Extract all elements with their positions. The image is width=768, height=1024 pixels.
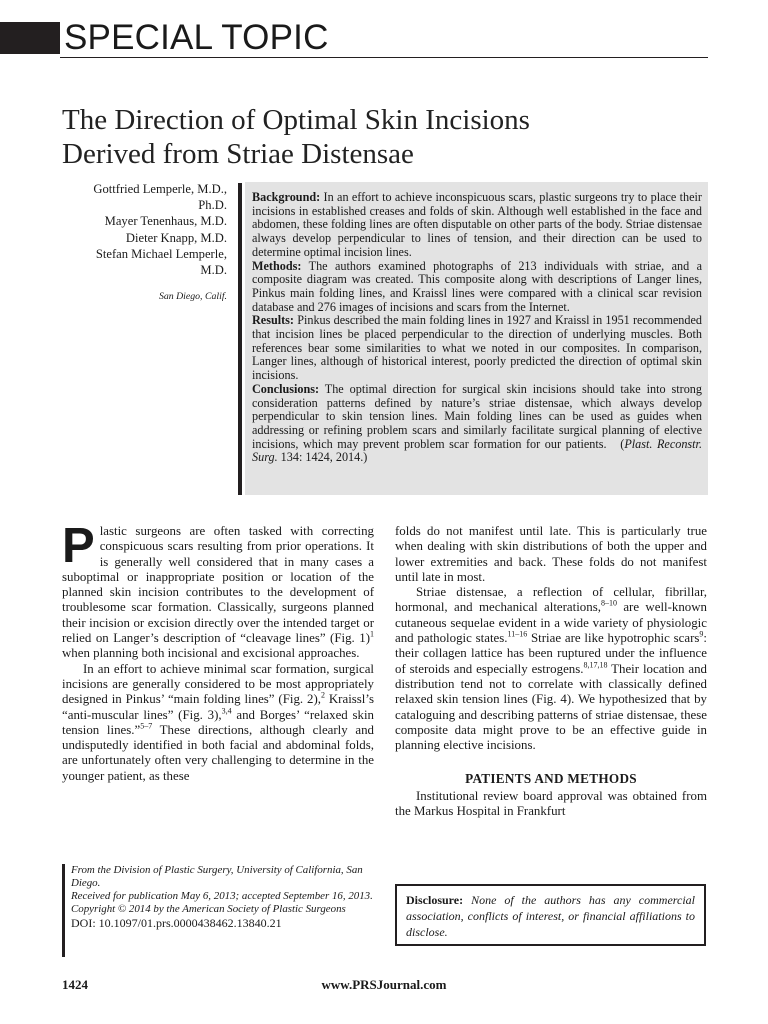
body-text: Their location and distribution tend not to correlate with classically defined relaxed skin tension lines (Fig. 4). We hypothesized that by cataloguing and describing patterns of striae distensae, these composite data might prove to be an effective guide in planning elective incisions. <box>395 661 707 753</box>
body-text: and Borges’ “relaxed skin tension lines.” <box>62 707 374 737</box>
section-heading: PATIENTS AND METHODS <box>465 771 637 787</box>
body-text: In an effort to achieve minimal scar formation, surgical incisions are generally considered to be most appropriately designed in Pinkus’ “main folding lines” (Fig. 2), <box>62 661 374 707</box>
drop-cap: P <box>62 519 95 573</box>
body-text: These directions, although clearly and undisputedly identified in both facial and abdominal folds, are unfortunately often very challenging to determine in the younger patient, as these <box>62 722 374 783</box>
affiliation-copyright: Copyright © 2014 by the American Society of Plastic Surgeons <box>71 902 346 915</box>
body-text: Striae are like hypotrophic scars <box>527 631 700 646</box>
affiliation-note <box>71 864 376 930</box>
author-line: M.D. <box>200 263 227 278</box>
abstract-conclusions <box>252 383 702 465</box>
conclusions-text: The optimal direction for surgical skin incisions should take into strong consideration patterns defined by nature’s striae distensae, which always develop perpendicular to skin tension lines. Main folding lines can be used as guides when addressing or refining problem scars and similarly facilitate surgical planning of elective incisions, which may prevent problem scar formation for our patients. <box>252 381 702 451</box>
title-line-2: Derived from Striae Distensae <box>62 138 414 170</box>
body-text: are well-known cutaneous sequelae evident in a wide variety of physiologic and pathologic states. <box>395 600 707 646</box>
body-text: Striae distensae, a reflection of cellular, fibrillar, hormonal, and mechanical alterations, <box>395 585 707 615</box>
citation-sup: 2 <box>320 690 325 700</box>
conclusions-label: Conclusions: <box>252 381 320 396</box>
methods-text: The authors examined photographs of 213 individuals with striae, and a composite diagram was created. This composite along with descriptions of Langer lines, Pinkus main folding lines, and Kraissl lines were compared with a clinical scar revision database and 276 images of incisions and scars from the Internet. <box>252 258 702 314</box>
affiliation-rule <box>62 864 65 957</box>
body-column-left <box>62 519 374 784</box>
background-text: In an effort to achieve inconspicuous scars, plastic surgeons try to place their incisions in established creases and folds of skin. Although well established in the face and abdomen, these folding lines are often disputable on other parts of the body. Striae distensae always develop perpendicular to lines of tension, and their direction can be used to determine optimal incision lines. <box>252 190 702 259</box>
citation-rest: 134: 1424, 2014.) <box>277 450 368 465</box>
disclosure-box <box>395 884 706 946</box>
citation-sup: 8,17,18 <box>583 660 608 670</box>
body-paragraph: folds do not manifest until late. This is particularly true when dealing with skin distributions of both the upper and lower extremities and back. These folds do not manifest until late in most. <box>395 524 707 584</box>
results-label: Results: <box>252 313 294 328</box>
citation-journal: Plast. Reconstr. Surg. <box>252 436 702 465</box>
title-line-1: The Direction of Optimal Skin Incisions <box>62 104 530 136</box>
citation-sup: 5–7 <box>140 721 153 731</box>
author-line: Stefan Michael Lemperle, <box>95 246 227 261</box>
abstract-box <box>245 182 708 495</box>
body-column-right <box>395 524 707 819</box>
abstract-methods <box>252 260 702 315</box>
body-text: Kraissl’s “anti-muscular lines” (Fig. 3), <box>62 692 374 722</box>
affiliation-from: From the Division of Plastic Surgery, University of California, San Diego. <box>71 864 363 889</box>
page-number: 1424 <box>62 977 88 992</box>
header-rule <box>60 57 708 58</box>
body-text: lastic surgeons are often tasked with correcting conspicuous scars resulting from prior operations. It is generally well considered that in many cases a suboptimal or inappropriate position or location of the planned skin incision contributes to the development of troublesome scar formation. Classically, surgeons planned their incision or excision directly over the intended target or relied on Langer’s description of “cleavage lines” (Fig. 1) <box>62 524 374 646</box>
author-line: Dieter Knapp, M.D. <box>125 230 227 245</box>
disclosure-label: Disclosure: <box>406 893 464 907</box>
section-label: SPECIAL TOPIC <box>64 18 329 57</box>
author-line: Mayer Tenenhaus, M.D. <box>104 214 227 229</box>
article-title <box>62 103 702 171</box>
background-label: Background: <box>252 190 321 204</box>
citation-sup: 9 <box>699 629 704 639</box>
citation-open: ( <box>620 436 625 451</box>
affiliation-received: Received for publication May 6, 2013; accepted September 16, 2013. <box>71 889 373 902</box>
body-paragraph: Institutional review board approval was obtained from the Markus Hospital in Frankfurt <box>395 788 707 819</box>
section-bar <box>0 22 60 54</box>
author-line: Gottfried Lemperle, M.D., <box>93 182 227 196</box>
body-paragraph <box>395 585 707 753</box>
author-list <box>62 181 227 305</box>
citation-sup: 3,4 <box>221 706 232 716</box>
body-paragraph <box>62 519 374 662</box>
author-location: San Diego, Calif. <box>158 291 227 303</box>
abstract-rule <box>238 183 242 495</box>
journal-url: www.PRSJournal.com <box>321 977 447 992</box>
methods-label: Methods: <box>252 258 302 273</box>
body-text: when planning both incisional and excisional approaches. <box>62 646 360 661</box>
citation-sup: 1 <box>370 629 374 639</box>
disclosure-text: None of the authors has any commercial association, conflicts of interest, or financial affiliations to disclose. <box>406 893 695 939</box>
abstract-background <box>252 191 702 260</box>
abstract-results <box>252 314 702 383</box>
citation-sup: 11–16 <box>507 629 528 639</box>
doi-text: DOI: 10.1097/01.prs.0000438462.13840.21 <box>71 915 282 930</box>
body-paragraph <box>62 662 374 784</box>
results-text: Pinkus described the main folding lines in 1927 and Kraissl in 1951 recommended that incision lines be placed perpendicular to the direction of underlying muscles. Both references bear some similarities to what we noted in our composites. In comparison, Langer lines, although of historical interest, poorly predicted the direction of optimal skin incisions. <box>252 313 702 383</box>
author-line: Ph.D. <box>198 198 227 213</box>
citation-sup: 8–10 <box>600 599 617 609</box>
body-text: : their collagen lattice has been ruptured under the influence of steroids and especially estrogens. <box>395 631 707 676</box>
